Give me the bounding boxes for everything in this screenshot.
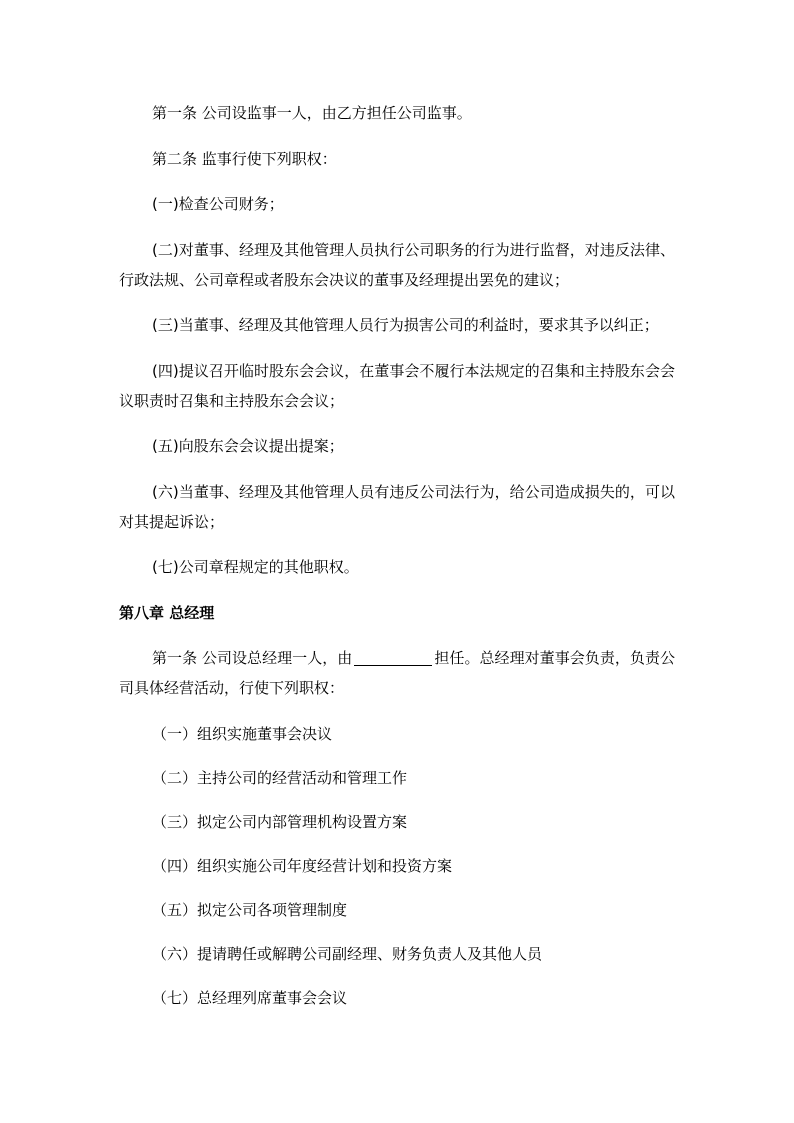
supervisor-power-6: (六)当董事、经理及其他管理人员有违反公司法行为，给公司造成损失的，可以对其提起诉讼； <box>119 482 675 531</box>
supervisor-power-3: (三)当董事、经理及其他管理人员行为损害公司的利益时，要求其予以纠正； <box>152 316 659 334</box>
gm-power-1: （一）组织实施董事会决议 <box>152 724 333 743</box>
supervisor-power-2: (二)对董事、经理及其他管理人员执行公司职务的行为进行监督，对违反法律、行政法规、公司章程或者股东会决议的董事及经理提出罢免的建议； <box>119 240 675 289</box>
gm-article-suffix: 担任。总经理对董事会负责，负责公司具体经营活动，行使下列职权： <box>119 649 675 697</box>
supervisor-power-1: (一)检查公司财务； <box>152 195 284 213</box>
article-1-general-manager <box>119 643 675 703</box>
gm-power-3: （三）拟定公司内部管理机构设置方案 <box>152 812 408 831</box>
gm-power-5: （五）拟定公司各项管理制度 <box>152 900 348 919</box>
chapter-8-heading: 第八章 总经理 <box>119 603 215 622</box>
appointee-blank-line <box>354 649 432 666</box>
article-1-supervisor: 第一条 公司设监事一人，由乙方担任公司监事。 <box>152 104 472 122</box>
document-body <box>119 98 675 1027</box>
article-2-supervisor-powers: 第二条 监事行使下列职权： <box>152 149 337 168</box>
gm-power-2: （二）主持公司的经营活动和管理工作 <box>152 768 408 787</box>
gm-article-prefix: 第一条 公司设总经理一人，由 <box>152 649 353 667</box>
gm-power-4: （四）组织实施公司年度经营计划和投资方案 <box>152 856 453 875</box>
supervisor-power-7: (七)公司章程规定的其他职权。 <box>152 558 359 576</box>
gm-power-7: （七）总经理列席董事会会议 <box>152 988 348 1007</box>
supervisor-power-4: (四)提议召开临时股东会会议，在董事会不履行本法规定的召集和主持股东会会议职责时召集和主持股东会会议； <box>119 361 675 410</box>
supervisor-power-5: (五)向股东会会议提出提案； <box>152 437 344 455</box>
gm-power-6: （六）提请聘任或解聘公司副经理、财务负责人及其他人员 <box>152 944 543 963</box>
